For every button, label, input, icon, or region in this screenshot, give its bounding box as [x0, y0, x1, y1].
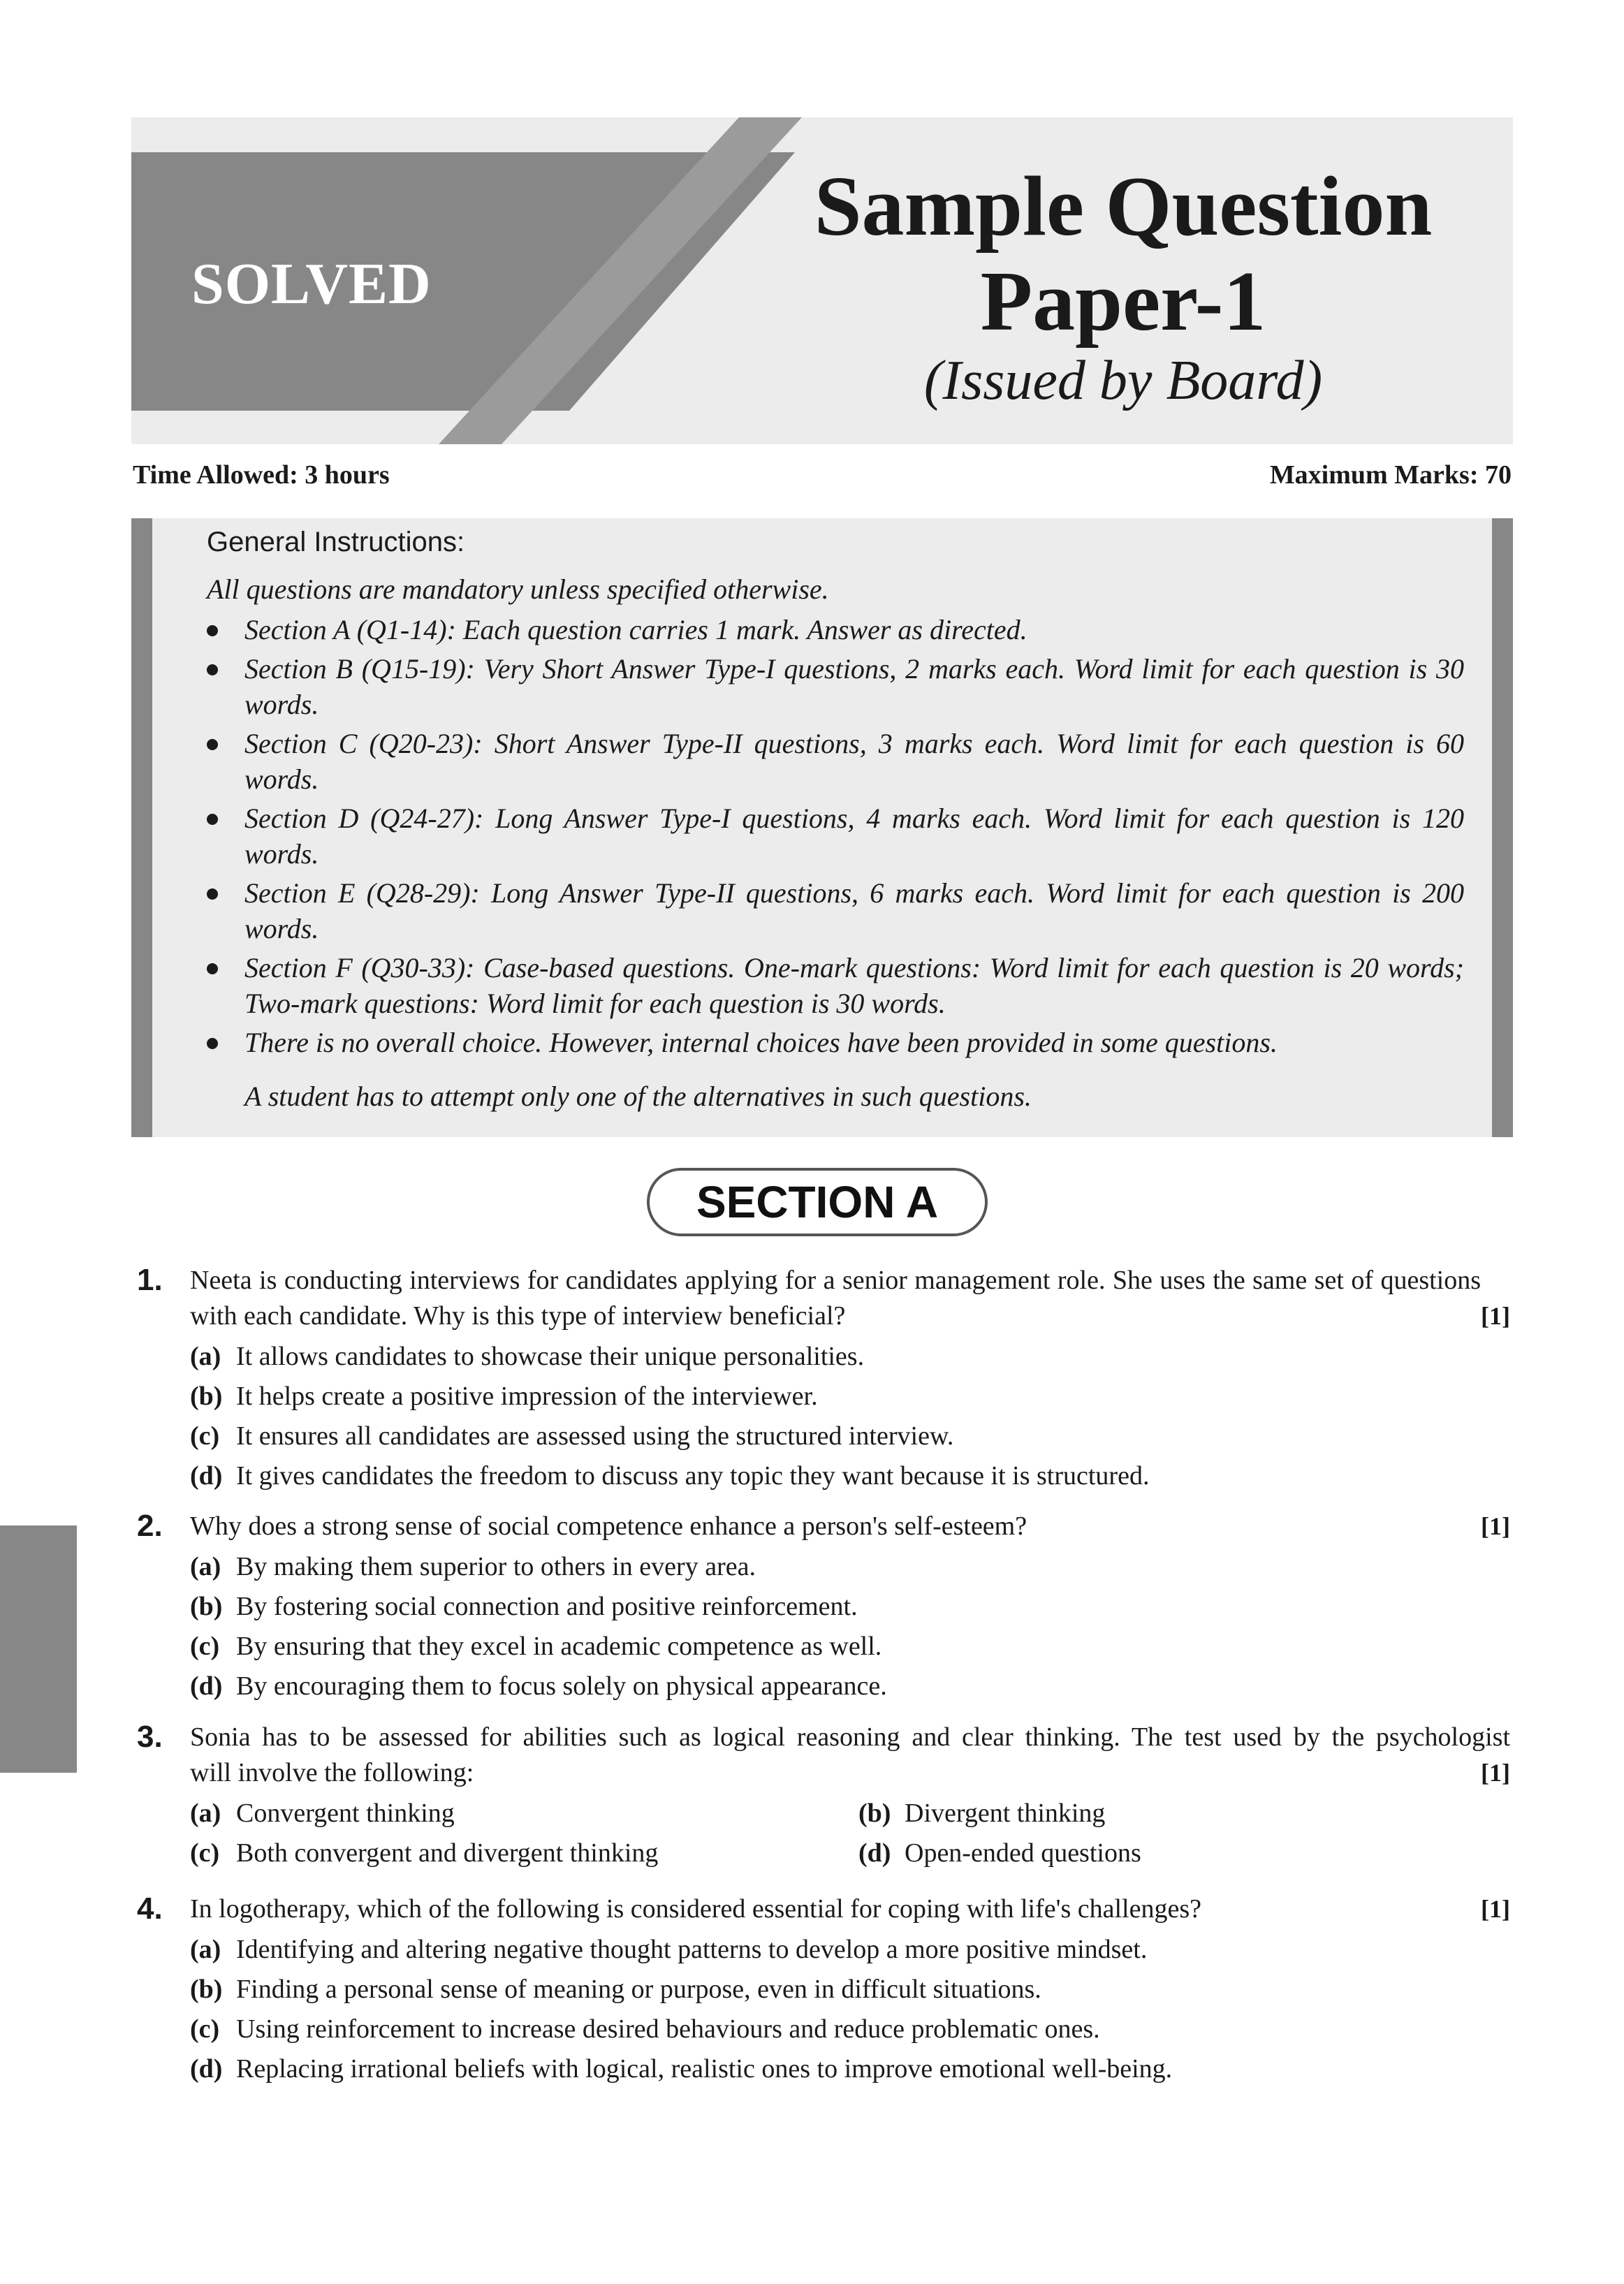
option-text: It ensures all candidates are assessed using the structured interview. [236, 1421, 954, 1451]
header-banner [131, 117, 1513, 444]
option-label: (a) [190, 1552, 221, 1581]
option [858, 1794, 1487, 1833]
option-label: (b) [190, 1382, 223, 1411]
option-label: (c) [190, 1838, 220, 1868]
option-text: By fostering social connection and positive reinforcement. [236, 1592, 858, 1621]
option [190, 1337, 1510, 1377]
option-label: (a) [190, 1342, 221, 1371]
option-text: Convergent thinking [236, 1799, 455, 1828]
question-marks: [1] [1481, 1895, 1510, 1923]
instructions-list [207, 612, 1464, 1064]
instruction-item: Section F (Q30-33): Case-based questions. One-mark questions: Word limit for each question is 20 words; Two-mark questions: Word limit for each question is 30 words. [207, 950, 1464, 1021]
question-number: 2. [137, 1509, 163, 1543]
question-1 [137, 1263, 1510, 1496]
option [190, 1587, 1510, 1627]
options-list [190, 1547, 1510, 1706]
option-text: Divergent thinking [905, 1799, 1106, 1828]
option [858, 1833, 1487, 1873]
option-label: (a) [190, 1799, 221, 1828]
option-text: Finding a personal sense of meaning or purpose, even in difficult situations. [236, 1975, 1041, 2004]
option [190, 1930, 1510, 1970]
option [190, 1547, 1510, 1587]
option-label: (c) [190, 2014, 220, 2044]
option-text: Using reinforcement to increase desired behaviours and reduce problematic ones. [236, 2014, 1100, 2044]
question-marks: [1] [1481, 1302, 1510, 1330]
instruction-item: Section C (Q20-23): Short Answer Type-II questions, 3 marks each. Word limit for each question is 60 words. [207, 726, 1464, 797]
question-stem: Neeta is conducting interviews for candidates applying for a senior management role. She uses the same set of questions with each candidate. Why is this type of interview beneficial? [190, 1266, 1482, 1331]
option [190, 1970, 1510, 2010]
question-marks: [1] [1481, 1512, 1510, 1540]
instruction-item: Section D (Q24-27): Long Answer Type-I questions, 4 marks each. Word limit for each question is 120 words. [207, 800, 1464, 872]
instructions-heading: General Instructions: [207, 527, 465, 557]
option-label: (c) [190, 1632, 220, 1661]
option-text: It gives candidates the freedom to discuss any topic they want because it is structured. [236, 1461, 1150, 1491]
option-text: By ensuring that they excel in academic competence as well. [236, 1632, 882, 1661]
solved-badge: SOLVED [191, 251, 432, 316]
option [190, 1456, 1510, 1496]
option-text: Open-ended questions [905, 1838, 1141, 1868]
option [190, 2010, 1510, 2049]
section-heading: SECTION A [647, 1168, 988, 1236]
option-text: It allows candidates to showcase their unique personalities. [236, 1342, 865, 1371]
option [190, 2049, 1510, 2089]
option-text: Identifying and altering negative thought patterns to develop a more positive mindset. [236, 1935, 1148, 1964]
instructions-note: A student has to attempt only one of the alternatives in such questions. [244, 1081, 1032, 1112]
exam-meta [133, 460, 1512, 490]
question-text [190, 1509, 1510, 1544]
option-label: (c) [190, 1421, 220, 1451]
option-label: (b) [190, 1975, 223, 2004]
option-label: (d) [858, 1838, 891, 1868]
option [190, 1416, 1510, 1456]
title-line-2: Paper-1 [980, 254, 1266, 349]
option-text: By making them superior to others in every area. [236, 1552, 756, 1581]
question-4 [137, 1891, 1510, 2089]
question-number: 1. [137, 1263, 163, 1297]
question-stem: will involve the following: [190, 1758, 474, 1787]
option-label: (d) [190, 2054, 223, 2084]
instruction-item: Section B (Q15-19): Very Short Answer Type-I questions, 2 marks each. Word limit for each question is 30 words. [207, 651, 1464, 722]
question-number: 3. [137, 1720, 163, 1754]
option [190, 1377, 1510, 1416]
option [190, 1794, 858, 1833]
option-label: (d) [190, 1671, 223, 1701]
title-line-1: Sample Question [814, 159, 1433, 254]
time-allowed: Time Allowed: 3 hours [133, 460, 390, 490]
question-3 [137, 1720, 1510, 1873]
options-list [190, 1337, 1510, 1496]
question-stem: In logotherapy, which of the following is considered essential for coping with life's challenges? [190, 1894, 1201, 1924]
paper-title [739, 159, 1507, 349]
options-grid [190, 1794, 1510, 1873]
question-text [190, 1263, 1510, 1334]
options-list [190, 1930, 1510, 2089]
paper-subtitle: (Issued by Board) [923, 350, 1323, 411]
option-label: (b) [858, 1799, 891, 1828]
question-text [190, 1891, 1510, 1927]
question-number: 4. [137, 1891, 163, 1926]
option-text: By encouraging them to focus solely on physical appearance. [236, 1671, 887, 1701]
option [190, 1833, 858, 1873]
option-text: Both convergent and divergent thinking [236, 1838, 659, 1868]
option-text: It helps create a positive impression of the interviewer. [236, 1382, 818, 1411]
question-text-line-2 [190, 1755, 1510, 1791]
instruction-item: Section A (Q1-14): Each question carries 1 mark. Answer as directed. [207, 612, 1464, 647]
option-label: (b) [190, 1592, 223, 1621]
instructions-intro: All questions are mandatory unless specified otherwise. [207, 573, 829, 605]
question-2 [137, 1509, 1510, 1706]
instruction-item: Section E (Q28-29): Long Answer Type-II questions, 6 marks each. Word limit for each question is 200 words. [207, 875, 1464, 946]
option-text: Replacing irrational beliefs with logical, realistic ones to improve emotional well-being. [236, 2054, 1173, 2084]
instruction-item: There is no overall choice. However, internal choices have been provided in some questions. [207, 1025, 1464, 1060]
question-stem: Why does a strong sense of social competence enhance a person's self-esteem? [190, 1511, 1027, 1541]
question-text-line-1: Sonia has to be assessed for abilities such as logical reasoning and clear thinking. The test used by the psychologist [190, 1722, 1510, 1752]
question-marks: [1] [1481, 1759, 1510, 1787]
option-label: (a) [190, 1935, 221, 1964]
general-instructions-box [131, 518, 1513, 1137]
option [190, 1667, 1510, 1706]
side-thumb-tab [0, 1525, 77, 1773]
option-label: (d) [190, 1461, 223, 1491]
option [190, 1627, 1510, 1667]
maximum-marks: Maximum Marks: 70 [1269, 460, 1512, 490]
